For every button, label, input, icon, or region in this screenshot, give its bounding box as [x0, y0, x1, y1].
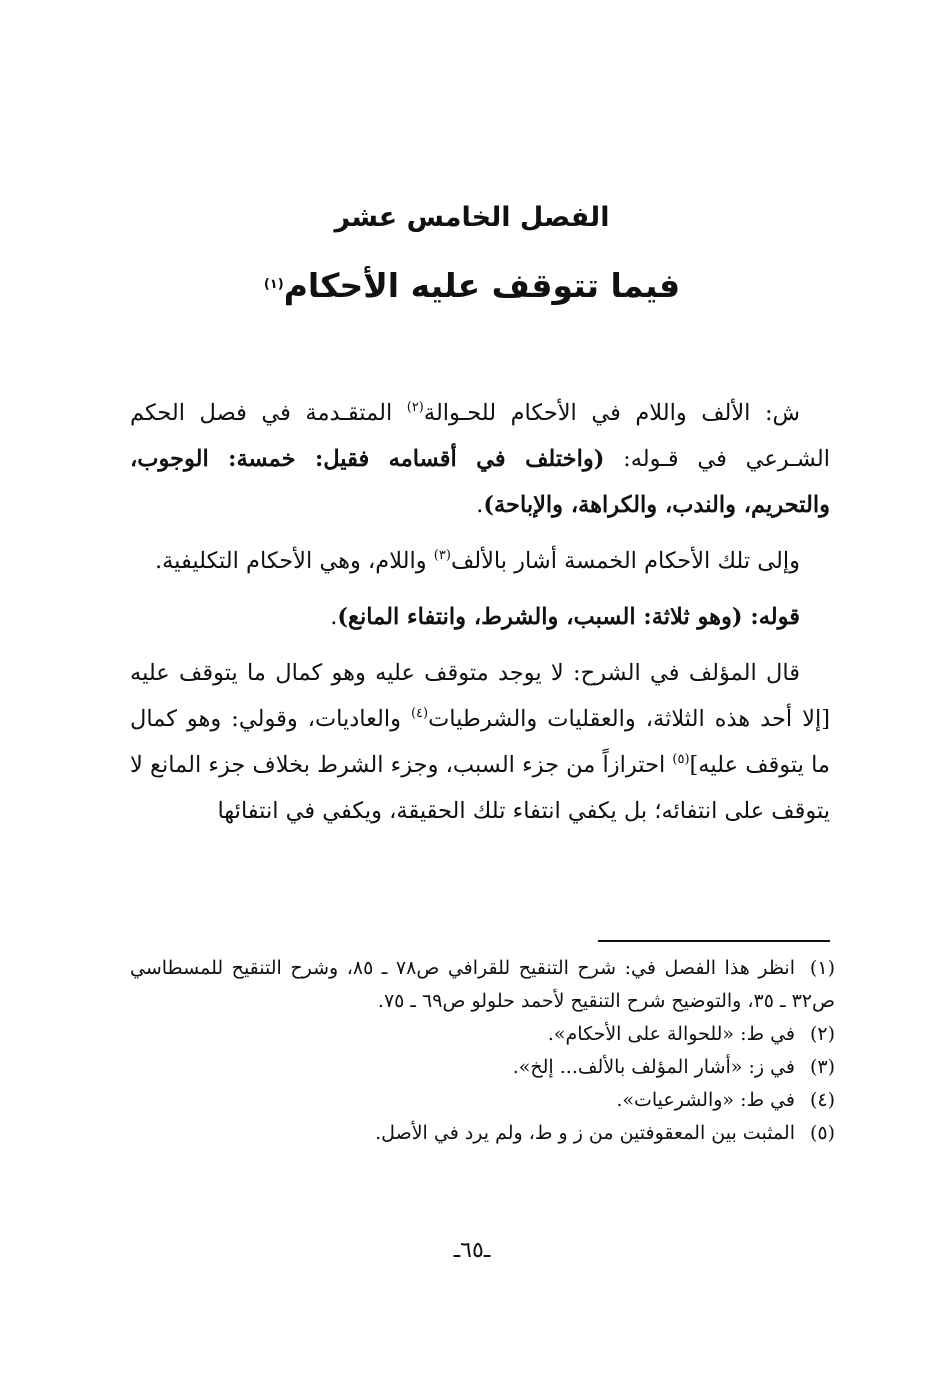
paragraph-3 [130, 594, 830, 640]
paragraph-2 [130, 538, 830, 584]
footnote-ref-1: (١) [263, 277, 284, 292]
main-text [130, 390, 830, 844]
footnote-text: في ط: «والشرعيات». [616, 1089, 795, 1111]
paragraph-4-text-c: احترازاً من جزء السبب، وجزء الشرط بخلاف جزء المانع لا يتوقف على انتفائه؛ بل يكفي انتفاء تلك الحقيقة، ويكفي في انتفائها [130, 752, 830, 824]
footnote-number: (٥) [809, 1122, 835, 1144]
paragraph-1-text-c: . [476, 492, 484, 518]
footnote-ref-4: (٤) [410, 706, 429, 721]
paragraph-2-text-a: وإلى تلك الأحكام الخمسة أشار بالألف [450, 548, 800, 574]
paragraph-4 [130, 650, 830, 834]
footnote-ref-5: (٥) [672, 752, 690, 767]
footnote-number: (٣) [809, 1056, 835, 1078]
footnote-number: (٤) [809, 1089, 835, 1111]
footnote-3 [130, 1051, 835, 1084]
paragraph-1-text-b: المتقـدمة في فصل الحكم الشـرعي في قـوله: [130, 400, 830, 472]
footnote-text: المثبت بين المعقوفتين من ز و ط، ولم يرد في الأصل. [375, 1122, 795, 1144]
paragraph-3-quote: قوله: (وهو ثلاثة: السبب، والشرط، وانتفاء المانع) [337, 604, 800, 630]
footnote-1 [130, 952, 835, 1018]
chapter-subtitle-text: فيما تتوقف عليه الأحكام [283, 266, 681, 305]
footnote-divider [598, 940, 830, 942]
footnote-text: في ط: «للحوالة على الأحكام». [547, 1023, 795, 1045]
paragraph-1-text-a: ش: الألف واللام في الأحكام للحـوالة [423, 400, 800, 426]
footnote-text: في ز: «أشار المؤلف بالألف... إلخ». [512, 1056, 795, 1078]
paragraph-4-text-b: والعاديات، وقولي: وهو كمال ما يتوقف عليه] [130, 706, 830, 778]
footnote-ref-2: (٢) [406, 400, 424, 415]
footnote-number: (٢) [809, 1023, 835, 1045]
footnote-ref-3: (٣) [433, 548, 451, 563]
footnote-text: انظر هذا الفصل في: شرح التنقيح للقرافي ص٧٨ ـ ٨٥، وشرح التنقيح للمسطاسي ص٣٢ ـ ٣٥، والتوضيح شرح التنقيح لأحمد حلولو ص٦٩ ـ ٧٥. [130, 957, 835, 1012]
footnote-number: (١) [809, 957, 835, 979]
paragraph-4-text-a: قال المؤلف في الشرح: لا يوجد متوقف عليه وهو كمال ما يتوقف عليه [إلا أحد هذه الثلاثة، والعقليات والشرطيات [130, 660, 830, 732]
footnote-5 [130, 1117, 835, 1150]
page-number: ـ٦٥ـ [453, 1238, 491, 1263]
paragraph-1 [130, 390, 830, 528]
paragraph-3-text-c: . [330, 604, 338, 630]
chapter-title: الفصل الخامس عشر [334, 202, 610, 233]
footnote-2 [130, 1018, 835, 1051]
chapter-subtitle [0, 262, 944, 310]
footnote-4 [130, 1084, 835, 1117]
paragraph-1-quote: (واختلف في أقسامه فقيل: خمسة: الوجوب، والتحريم، والندب، والكراهة، والإباحة) [130, 446, 830, 518]
paragraph-2-text-b: واللام، وهي الأحكام التكليفية. [154, 548, 434, 574]
footnotes-section [130, 952, 835, 1150]
